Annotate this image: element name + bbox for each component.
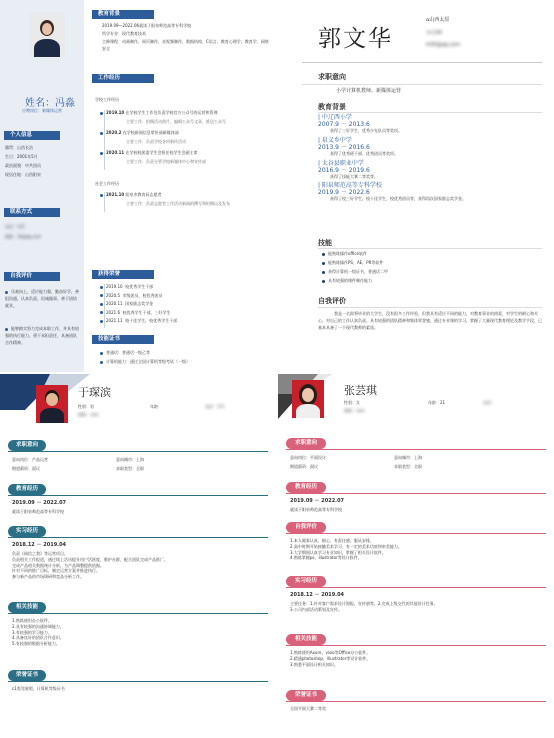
self-eval-header: 自我评价 [318, 297, 346, 305]
intent: 小学计算机教师、新媒体运营 [336, 88, 402, 94]
name-label: 姓名：冯淼 [25, 98, 75, 109]
edu-item: | 阳泉师范高等专科学校 2019.9 － 2022.6 获得了校三好学生，校十佳学生，校优秀团员等，获得再次国家励志奖学金。 [318, 182, 466, 202]
social-list [100, 192, 230, 210]
honor-header: 获得荣誉 [92, 270, 154, 279]
intern-header: 实习经历 [286, 576, 326, 587]
edu-item: | 中辽西小学 2007.9 － 2013.6 获得了三好学生，优秀少先队员等奖项。 [318, 114, 402, 133]
intent-header: 求职意向 [318, 73, 346, 81]
edu-header: 教育背景 [92, 10, 154, 19]
edu-line-3: 主修课程：动画制作，网页制作，音视频制作，数据结构，C语言，教育心理学，教育学，网络安全 [102, 39, 269, 51]
work-item: 2020.2 在学校新闻信息掌传部新媒体部 [100, 130, 226, 139]
self-eval-2: 能够踏实努力完成本职工作，并具有较强的执行能力，勇于承担责任，具备团队合作精神。 [5, 326, 79, 345]
phone-icon: ☏ [426, 30, 433, 36]
edu-header: 教育经历 [8, 484, 46, 495]
honor-item: 2020.11 国家励志奖学金 [100, 301, 177, 310]
skills-header: 相关技能 [8, 602, 46, 613]
self-eval: 我是一名即将毕业的大学生，没有很多工作经验，但我具有适应不同的能力，对教育事业的热爱，对学生的耐心和关心，对自己的工作认真负责。具有较强的团队精神和集体荣誉感，通过专业课的学习，掌握了大量现代教育理论及教学手段，已基本具备了一个现代教师的素质。 [318, 311, 542, 330]
edu-item: | 太谷县职业中学 2016.9 － 2019.6 获得了技能大赛二等奖等。 [318, 159, 378, 179]
intent-type: 求职类型：全职 [116, 466, 144, 471]
name: 郭文华 [318, 26, 393, 52]
skill-cert-header: 技能证书 [92, 335, 154, 344]
honor: 全国平面大赛二等奖 [290, 706, 326, 711]
work-item: 2019.10 在学校学生工作处负责学校官方公众号的运营和管理 [100, 110, 226, 119]
name: 于琛滨 [78, 386, 111, 399]
resume-zhang-yunqi [278, 374, 554, 738]
intent-salary: 期望薪资：面议 [12, 466, 40, 471]
edu-date: 2019.09 － 2022.07 [290, 498, 345, 504]
bullet-icon [5, 328, 8, 331]
resume-yu-chenbin [0, 374, 276, 738]
work-list [100, 110, 226, 170]
skill-list [322, 251, 388, 287]
email: 邮箱：com [78, 412, 99, 417]
personal-politics: 政治面貌：中共团员 [5, 163, 41, 168]
social-item: 2021.10 阳泉市教育局志愿者 [100, 192, 230, 201]
intern-desc: 负责《网信之我》等运营项目。 负责相关工作报道，通过线上活动提升用户活跃度，维护社群，配合团队完成产品推广。 完成产品相关数据统计分析，为产品调整提供依据。 针对不同的推广目标，制定运营方案并推进执行。 参与新产品的市场调研和竞品分析工作。 [12, 551, 168, 580]
skill-item: 具有较强的课件制作能力 [322, 278, 388, 287]
intern-desc: 主要任务：1.针对客户需求设计海报，宣传册等。2.完成上级交代的其他设计任务。 3.公司内部活动策划及宣传。 [290, 601, 438, 612]
honor-item: 2019.10 校优秀学生干部 [100, 284, 177, 293]
honor-item: 2020.5 市级团员，校优秀团员 [100, 293, 177, 302]
gender: 性别：男 [78, 404, 94, 409]
honor-list [100, 284, 177, 327]
edu-line-1: 2019.09—2022.06就读于阳泉师范高等专科学校 [102, 23, 192, 28]
personal-info-header: 个人信息 [4, 131, 60, 140]
edu-desc: 就读于阳泉师范高等专科学校 [290, 507, 342, 512]
honor-header: 荣誉证书 [286, 690, 326, 701]
intent-type: 求职类型：全职 [394, 464, 422, 469]
contact-phone: 电话：132 [5, 224, 25, 229]
social-item-detail: 主要工作：负责志愿者工作活动新闻的撰写和拍摄以及发布 [126, 201, 230, 206]
skill-header: 技能 [318, 239, 332, 247]
mail-icon: ✉ [426, 42, 431, 48]
location: ⌂山西太原 [426, 17, 450, 23]
gender: 性别：女 [344, 400, 360, 405]
work-item-detail: 主要工作：负责分管学校新媒体中心和宣传部 [126, 159, 206, 164]
work-header: 工作经历 [92, 74, 154, 83]
edu-header: 教育背景 [318, 103, 346, 111]
intent-job: 意向岗位：平面设计 [290, 455, 326, 460]
honor-item: 2021.11 校十佳学生，校优秀学生干部 [100, 318, 177, 327]
skill-cert-2: 计算机能力：通过全国计算机等级考试（一级） [100, 359, 190, 365]
self-eval-header: 自我评价 [4, 272, 60, 281]
email: ✉30@qq.com [426, 42, 461, 48]
photo-zhang-yunqi [292, 380, 324, 418]
honor: c1类驾驶照，计算机等级证书 [12, 686, 65, 691]
intent-header: 求职意向 [8, 440, 46, 451]
home-icon: ⌂ [426, 17, 430, 23]
work-group-social: 社会工作经历 [95, 181, 119, 186]
skills-list: 1.熟练使用Axure，visio等Office办公软件。 2.精通photoshop，illustrator等设计软件。 3.熟悉平面设计相关知识。 [290, 650, 371, 667]
intent-job: 意向岗位：产品运营 [12, 457, 48, 462]
personal-native: 籍贯：山西长治 [5, 145, 33, 150]
honor-item: 2021.6 校优秀学生干部，三好学生 [100, 310, 177, 319]
skill-item: 获得计算机一级证书，普通话二甲 [322, 269, 388, 278]
edu-header: 教育经历 [286, 482, 326, 493]
age: 年龄：21 [428, 400, 446, 405]
self-eval-header: 自我评价 [286, 522, 326, 533]
intern-header: 实习经历 [8, 526, 46, 537]
self-eval-list: 1.本人做事认真，细心，有责任感，服从安排。 2.高中时期开始接触美术学习，有一定的美术功底和审美能力。 3.大学期间认真学习专业知识，掌握了相关设计软件。 4.熟练掌握ps，illustrator等设计软件。 [290, 538, 402, 561]
name: 张芸琪 [344, 384, 377, 397]
edu-desc: 就读于阳泉师范高等专科学校 [12, 509, 64, 514]
edu-date: 2019.09 － 2022.07 [12, 500, 67, 506]
age: 年龄： [150, 404, 162, 409]
email: 邮箱：com [344, 408, 365, 413]
work-item: 2020.11 在学校校团委学生会担任校学生会副主席 [100, 150, 226, 159]
personal-birth: 生日：2001年5月 [5, 154, 38, 159]
resume-guo-wenhua [278, 0, 554, 372]
skill-item: 能熟练操作office软件 [322, 251, 388, 260]
intern-date: 2018.12 － 2019.04 [290, 592, 345, 598]
skill-item: 能熟练操作PS，AE，PR等软件 [322, 260, 388, 269]
phone: 电话： [483, 400, 495, 405]
photo-yu-chenbin [36, 385, 68, 423]
resume-feng-miao [0, 0, 276, 372]
phone: ☏134 [426, 30, 442, 36]
personal-residence: 现居住地：山西阳泉 [5, 172, 41, 177]
edu-line-2: 所学专业：现代教育技术 [102, 31, 146, 36]
intent-salary: 期望薪资：面议 [290, 464, 318, 469]
skills-list: 1.熟练使用办公软件， 2.具有较强的沟通协调能力， 3.有较强的学习能力， 4.具备良好的团队合作意识， 5.有较强的数据分析能力。 [12, 618, 64, 647]
intent-city: 意向城市：上海 [116, 457, 144, 462]
bullet-icon [5, 291, 8, 294]
intent-city: 意向城市：上海 [394, 455, 422, 460]
work-group-school: 学校工作经历 [95, 97, 119, 102]
work-item-detail: 主要工作：负责学校各项新传活动 [126, 139, 186, 144]
photo-feng-miao [29, 13, 65, 57]
contact-header: 联系方式 [4, 208, 60, 217]
target-job: 应聘岗位：新媒体运营 [22, 108, 62, 113]
skills-header: 相关技能 [286, 634, 326, 645]
self-eval-1: 乐观向上，适应能力强，勤奋好学，善组沟通，认真负责，坦诚做事，善于团结就业。 [5, 289, 79, 308]
phone: 电话：171 [205, 404, 225, 409]
edu-item: | 泉义乡中学 2013.9 － 2016.6 获得了优秀班干部，优秀团员等奖项。 [318, 136, 398, 156]
intern-date: 2018.12 － 2019.04 [12, 542, 67, 548]
work-item-detail: 主要工作：拍摄活动照片，编辑公众号文章，推送公众号 [126, 119, 226, 124]
skill-cert-1: 普通话：普通话一级乙等 [100, 350, 150, 356]
edu-list [318, 114, 542, 202]
honor-header: 荣誉证书 [8, 670, 46, 681]
intent-header: 求职意向 [286, 438, 326, 449]
contact-email: 邮箱：34@qq.com [5, 234, 41, 239]
